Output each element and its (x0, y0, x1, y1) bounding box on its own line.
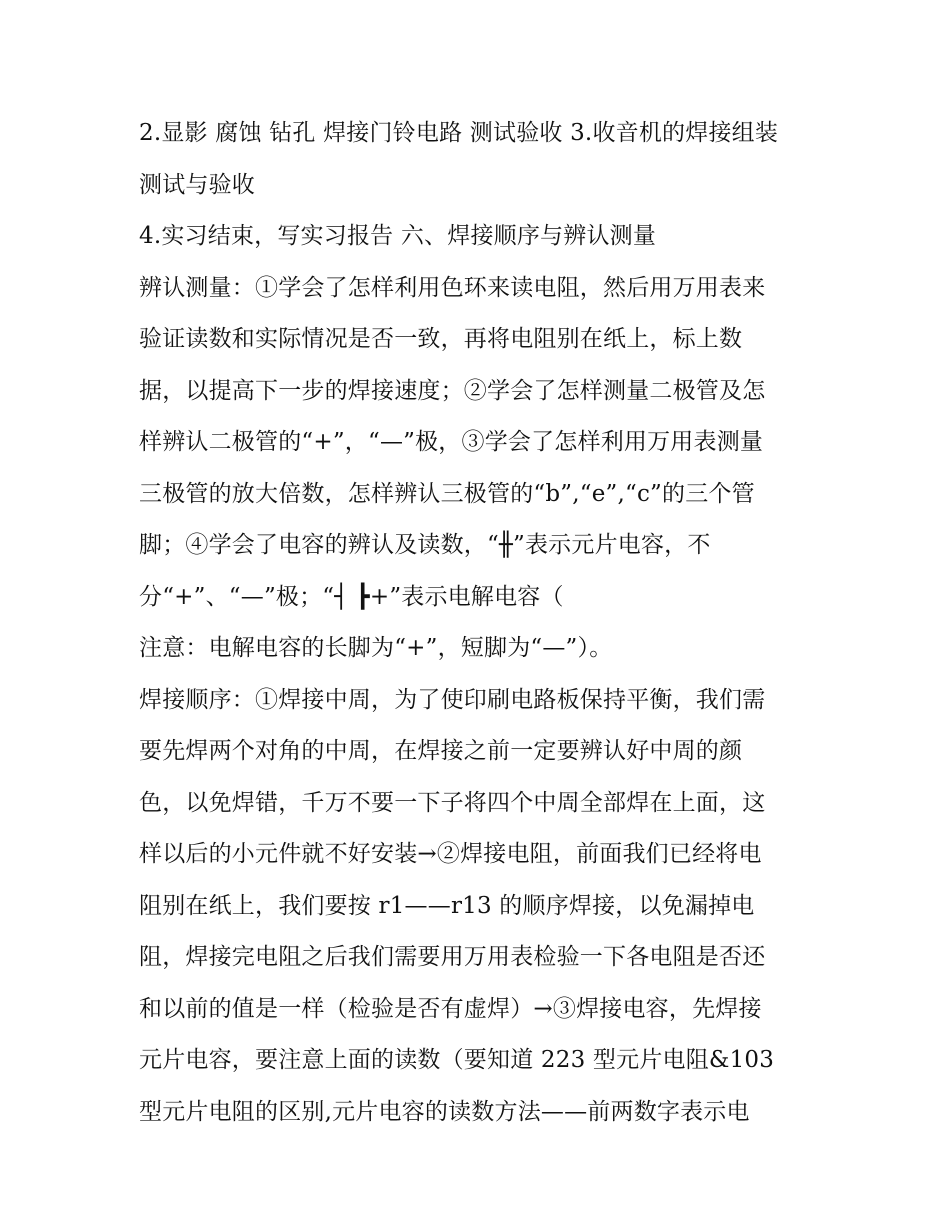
text-line: 验证读数和实际情况是否一致，再将电阻别在纸上，标上数 (139, 326, 743, 352)
text-line: 阻别在纸上，我们要按 r1——r13 的顺序焊接，以免漏掉电 (139, 892, 755, 919)
text-line: 分“+”、“—”极；“┤ ┣+”表示电解电容（ (139, 583, 564, 610)
text-line: 2.显影 腐蚀 钻孔 焊接门铃电路 测试验收 3.收音机的焊接组装 (139, 120, 779, 146)
text-line: 脚；④学会了电容的辨认及读数，“╫”表示元片电容，不 (139, 532, 711, 558)
text-line: 样以后的小元件就不好安装→②焊接电阻，前面我们已经将电 (139, 841, 762, 867)
text-line: 据，以提高下一步的焊接速度；②学会了怎样测量二极管及怎 (139, 377, 766, 404)
text-line: 4.实习结束，写实习报告 六、焊接顺序与辨认测量 (139, 223, 657, 249)
text-line: 焊接顺序：①焊接中周，为了使印刷电路板保持平衡，我们需 (139, 686, 766, 713)
body-text (139, 108, 829, 1138)
text-line: 样辨认二极管的“+”，“—”极，③学会了怎样利用万用表测量 (139, 429, 764, 455)
text-line: 注意：电解电容的长脚为“+”，短脚为“—”）。 (139, 635, 613, 661)
text-line: 元片电容，要注意上面的读数（要知道 223 型元片电阻&103 (139, 1047, 775, 1073)
text-line: 要先焊两个对角的中周，在焊接之前一定要辨认好中周的颜 (139, 738, 743, 764)
text-line: 辨认测量：①学会了怎样利用色环来读电阻，然后用万用表来 (139, 274, 766, 301)
text-line: 测试与验收 (139, 171, 255, 198)
text-line: 和以前的值是一样（检验是否有虚焊）→③焊接电容，先焊接 (139, 995, 762, 1022)
text-line: 型元片电阻的区别,元片电容的读数方法——前两数字表示电 (139, 1098, 750, 1125)
text-line: 阻，焊接完电阻之后我们需要用万用表检验一下各电阻是否还 (139, 944, 766, 970)
text-line: 三极管的放大倍数，怎样辨认三极管的“b”,“e”,“c”的三个管 (139, 480, 755, 507)
text-line: 色，以免焊错，千万不要一下子将四个中周全部焊在上面，这 (139, 789, 766, 816)
